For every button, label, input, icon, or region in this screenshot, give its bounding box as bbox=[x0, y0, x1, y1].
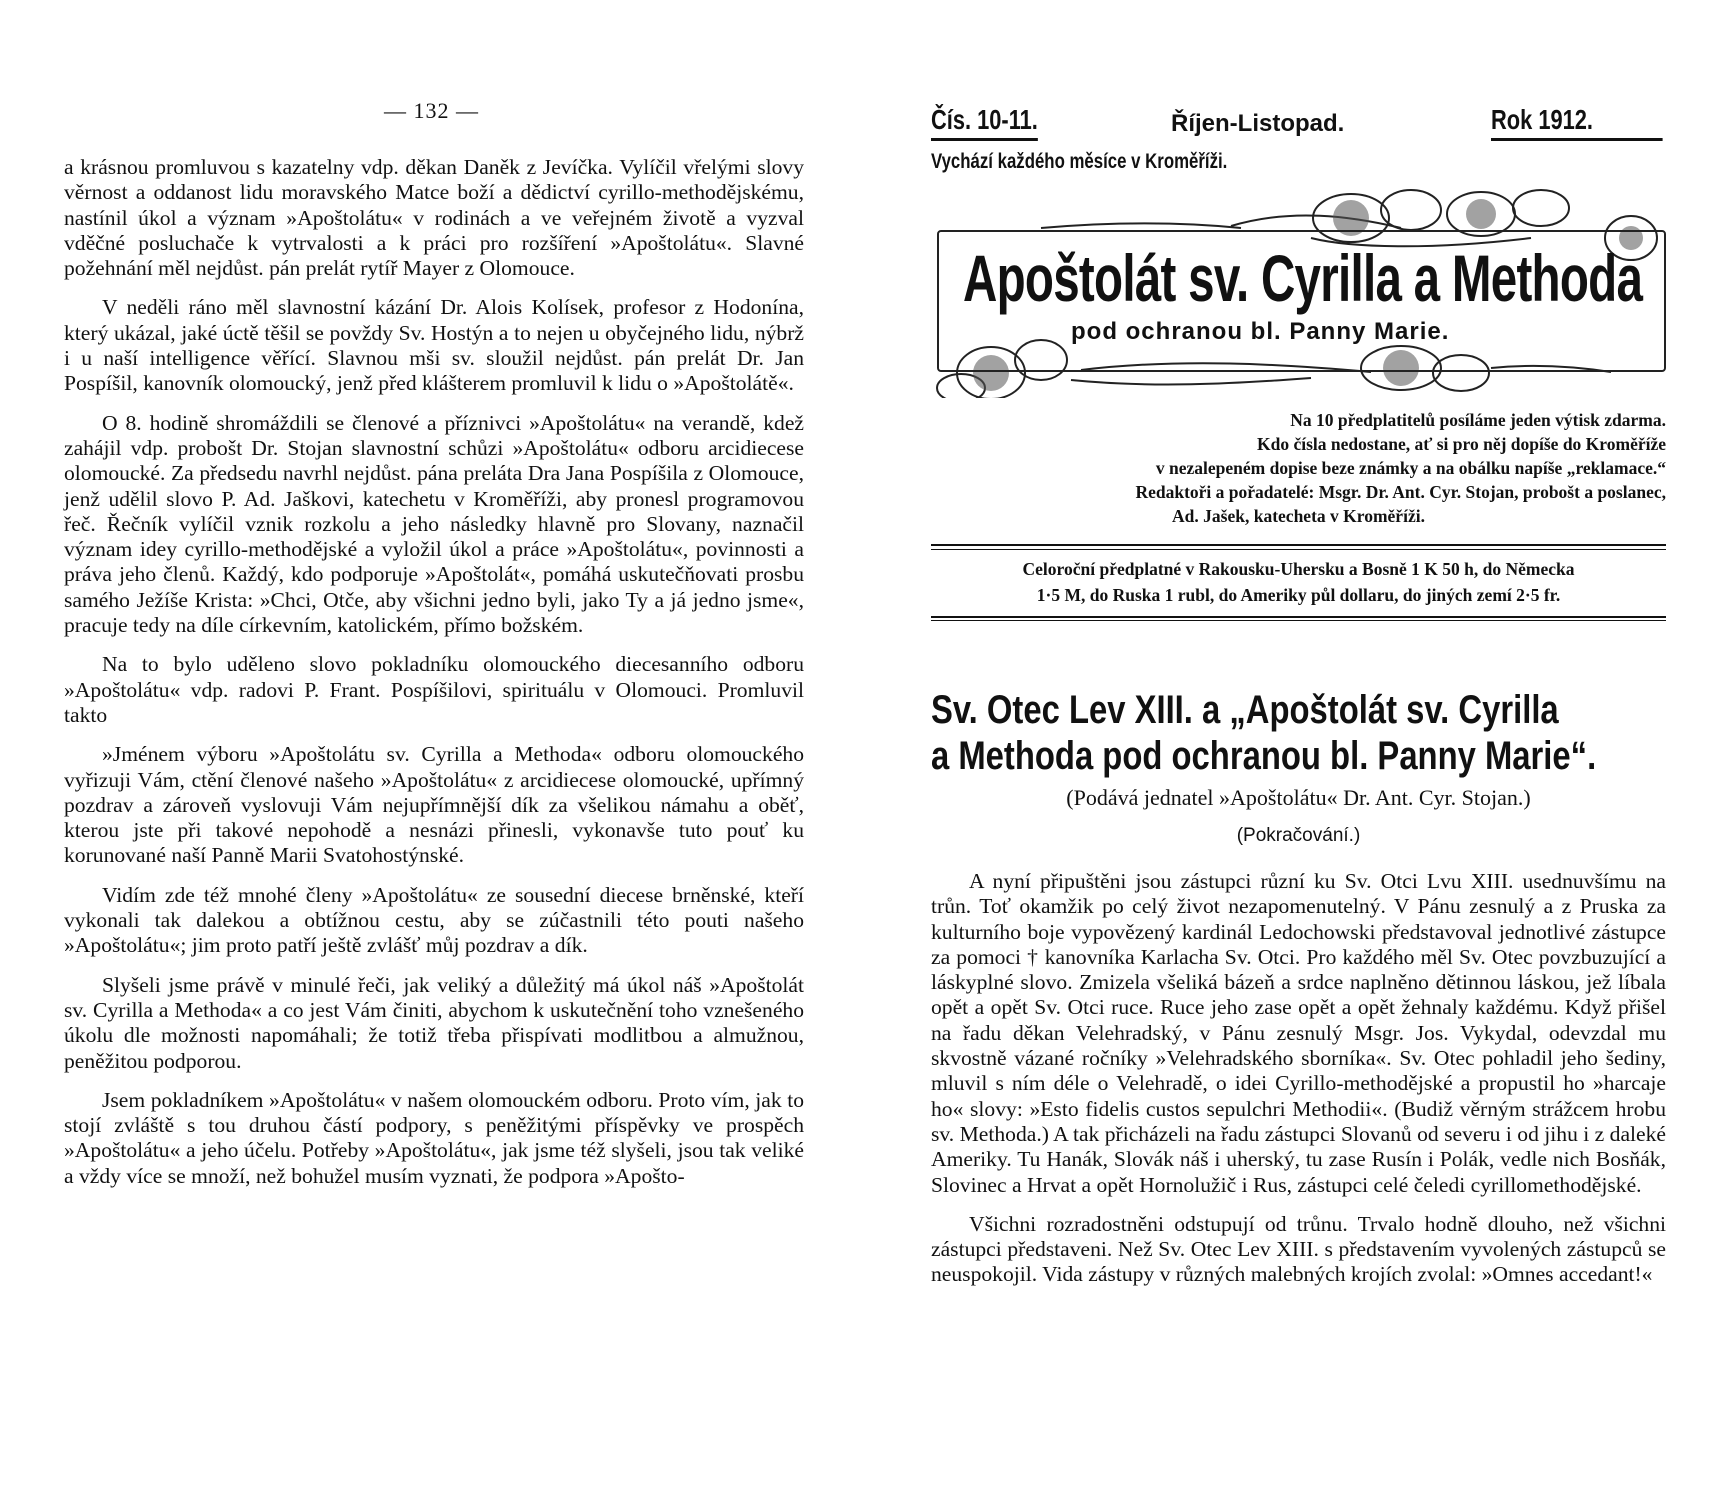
paragraph: Vidím zde též mnohé členy »Apoštolátu« ze sousední diecese brněnské, kteří vykonali tak dalekou a obtížnou cestu, aby se zúčastnili této pouti našeho »Apoštolátu«; jim proto patří ještě zvlášť můj pozdrav a dík. bbox=[64, 882, 804, 958]
subscription-prices bbox=[931, 556, 1666, 608]
article-byline: (Podává jednatel »Apoštolátu« Dr. Ant. Cyr. Stojan.) bbox=[1066, 785, 1531, 810]
divider bbox=[931, 544, 1666, 550]
title-banner bbox=[931, 188, 1666, 398]
info-line: Ad. Jašek, katecheta v Kroměříži. bbox=[1172, 506, 1425, 526]
right-column bbox=[931, 104, 1666, 1302]
article-body bbox=[931, 869, 1666, 1288]
article-title bbox=[931, 687, 1669, 779]
issue-number: Čís. 10-11. bbox=[931, 104, 1038, 141]
left-column bbox=[64, 155, 804, 1203]
article-continued: (Pokračování.) bbox=[1236, 825, 1361, 846]
paragraph: Všichni rozradostněni odstupují od trůnu. Trvalo hodně dlouho, než všichni zástupci představeni. Než Sv. Otec Lev XIII. s představením vyvolených zástupců se neuspokojil. Vida zástupy v různých malebných krojích zvolal: »Omnes accedant!« bbox=[931, 1211, 1666, 1287]
info-line: v nezalepeném dopise beze známky a na obálku napíše „reklamace.“ bbox=[1155, 458, 1666, 478]
paragraph: Jsem pokladníkem »Apoštolátu« v našem olomouckém odboru. Proto vím, jak to stojí zvláště s tou druhou částí podpory, s peněžitými příspěvky ve prospěch »Apoštolátu« a jeho účelu. Potřeby »Apoštolátu«, jak jsme též slyšeli, jsou tak veliké a vždy více se množí, než bohužel musím vyznati, že podpora »Apošto- bbox=[64, 1087, 804, 1188]
right-page bbox=[863, 0, 1726, 1500]
paragraph: »Jménem výboru »Apoštolátu sv. Cyrilla a Methoda« odboru olomouckého vyřizuji Vám, ctění členové našeho »Apoštolátu« z arcidiecese olomoucké, upřímný pozdrav a zároveň vyslovuji Vám nejupřímnější dík za všelikou námahu a oběť, kterou jste při takové nepohodě a nesnázi přinesli, vykonavše tuto pouť ku korunované naší Panně Marii Svatohostýnské. bbox=[64, 742, 804, 868]
article-title-line: a Methoda pod ochranou bl. Panny Marie“. bbox=[931, 734, 1597, 778]
info-line: Kdo čísla nedostane, ať si pro něj dopíše do Kroměříže bbox=[1256, 434, 1666, 454]
price-line: Celoroční předplatné v Rakousku-Uhersku a Bosně 1 K 50 h, do Německa bbox=[1022, 559, 1575, 579]
paragraph: V neděli ráno měl slavnostní kázání Dr. Alois Kolísek, profesor z Hodonína, který ukázal, jaké úctě těšil se povždy Sv. Hostýn a to nejen u obyčejného lidu, nýbrž i u naší intelligence věřící. Slavnou mši sv. sloužil nejdůst. pán prelát Dr. Jan Pospíšil, kanovník olomoucký, jenž před klášterem promluvil k lidu o »Apoštolátě«. bbox=[64, 295, 804, 396]
publication-note: Vychází každého měsíce v Kroměříži. bbox=[931, 150, 1228, 173]
divider bbox=[931, 616, 1666, 621]
info-line: Redaktoři a pořadatelé: Msgr. Dr. Ant. Cyr. Stojan, probošt a poslanec, bbox=[1135, 482, 1666, 502]
article-title-line: Sv. Otec Lev XIII. a „Apoštolát sv. Cyrilla bbox=[931, 688, 1559, 732]
paragraph: Slyšeli jsme právě v minulé řeči, jak veliký a důležitý má úkol náš »Apoštolát sv. Cyrilla a Methoda« a co jest Vám činiti, abychom k uskutečnění toho vznešeného úkolu dle možnosti napomáhali; že totiž třeba přispívati modlitbou a almužnou, peněžitou podporou. bbox=[64, 972, 804, 1073]
issue-month: Říjen-Listopad. bbox=[1171, 110, 1345, 137]
banner-subtitle: pod ochranou bl. Panny Marie. bbox=[1071, 318, 1450, 345]
banner-title: Apoštolát sv. Cyrilla a Methoda bbox=[963, 241, 1643, 315]
masthead bbox=[931, 104, 1666, 144]
issue-year: Rok 1912. bbox=[1491, 104, 1663, 141]
paragraph: O 8. hodině shromáždili se členové a příznivci »Apoštolátu« na verandě, kdež zahájil vdp. probošt Dr. Stojan slavnostní schůzi »Apoštolátu« odboru arcidiecese olomoucké. Za předsedu navrhl nejdůst. pána preláta Dra Jana Pospíšila z Olomouce, jenž udělil slovo P. Ad. Jaškovi, katechetu v Kroměříži, aby pronesl programovou řeč. Řečník vylíčil vznik rozkolu a jeho následky hlavně pro Slovany, naznačil význam idey cyrillo-methodějské a vyložil úkol a práce »Apoštolátu«, povinnosti a práva jeho členů. Každý, kdo podporuje »Apoštolát«, pomáhá uskutečňovati prosbu samého Ježíše Krista: »Chci, Otče, aby všichni jedno byli, jako Ty a já jedno jsme«, pracuje tedy na díle církevním, katolickém, přímo božském. bbox=[64, 410, 804, 638]
page-number: — 132 — bbox=[384, 98, 479, 123]
paragraph: a krásnou promluvou s kazatelny vdp. děkan Daněk z Jevíčka. Vylíčil vřelými slovy věrnost a oddanost lidu moravského Matce boží a dědictví cyrillo-methodějskému, nastínil úkol a význam »Apoštolátu« v rodinách a ve veřejném životě a vyzval vděčné posluchače k vytrvalosti a k práci pro rozšíření »Apoštolátu«. Slavné požehnání měl nejdůst. pán prelát rytíř Mayer z Olomouce. bbox=[64, 155, 804, 281]
paragraph: A nyní připuštěni jsou zástupci různí ku Sv. Otci Lvu XIII. usednuvšímu na trůn. Toť okamžik po celý život nezapomenutelný. V Pánu zesnulý a z Pruska za kulturního boje vypovězený kardinál Ledochowski představoval jednotlivé zástupce za pomoci † kanovníka Karlacha Sv. Otci. Pro každého měl Sv. Otec povzbuzující a láskyplné slovo. Zmizela všeliká bázeň a srdce naplněno dětinnou láskou, jež líbala opět a opět Sv. Otci ruce. Ruce jeho zase opět a opět žehnaly každému. Když přišel na řadu děkan Velehradský, v Pánu zesnulý Msgr. Jos. Vykydal, odevzdal mu skvostně vázané ročníky »Velehradského sborníka«. Sv. Otec pohladil jeho šediny, mluvil s ním déle o Velehradě, o idei Cyrillo-methodějské a propustil ho »harcaje ho« slovy: »Esto fidelis custos sepulchri Methodii«. (Budiž věrným strážcem hrobu sv. Methoda.) A tak přicházeli na řadu zástupci Slovanů od severu i od jihu i z daleké Ameriky. Tu Hanák, Slovák náš i uherský, tu zase Rusín i Polák, vedle nich Bosňák, Slovinec a Hrvat a opět Hornolužič i Rus, zástupci celé čeledi cyrillomethodějské. bbox=[931, 869, 1666, 1197]
subscription-info bbox=[931, 408, 1666, 528]
paragraph: Na to bylo uděleno slovo pokladníku olomouckého diecesanního odboru »Apoštolátu« vdp. radovi P. Frant. Pospíšilovi, spirituálu v Olomouci. Promluvil takto bbox=[64, 652, 804, 727]
price-line: 1·5 M, do Ruska 1 rubl, do Ameriky půl dollaru, do jiných zemí 2·5 fr. bbox=[1036, 585, 1561, 605]
info-line: Na 10 předplatitelů posíláme jeden výtisk zdarma. bbox=[1290, 410, 1666, 430]
